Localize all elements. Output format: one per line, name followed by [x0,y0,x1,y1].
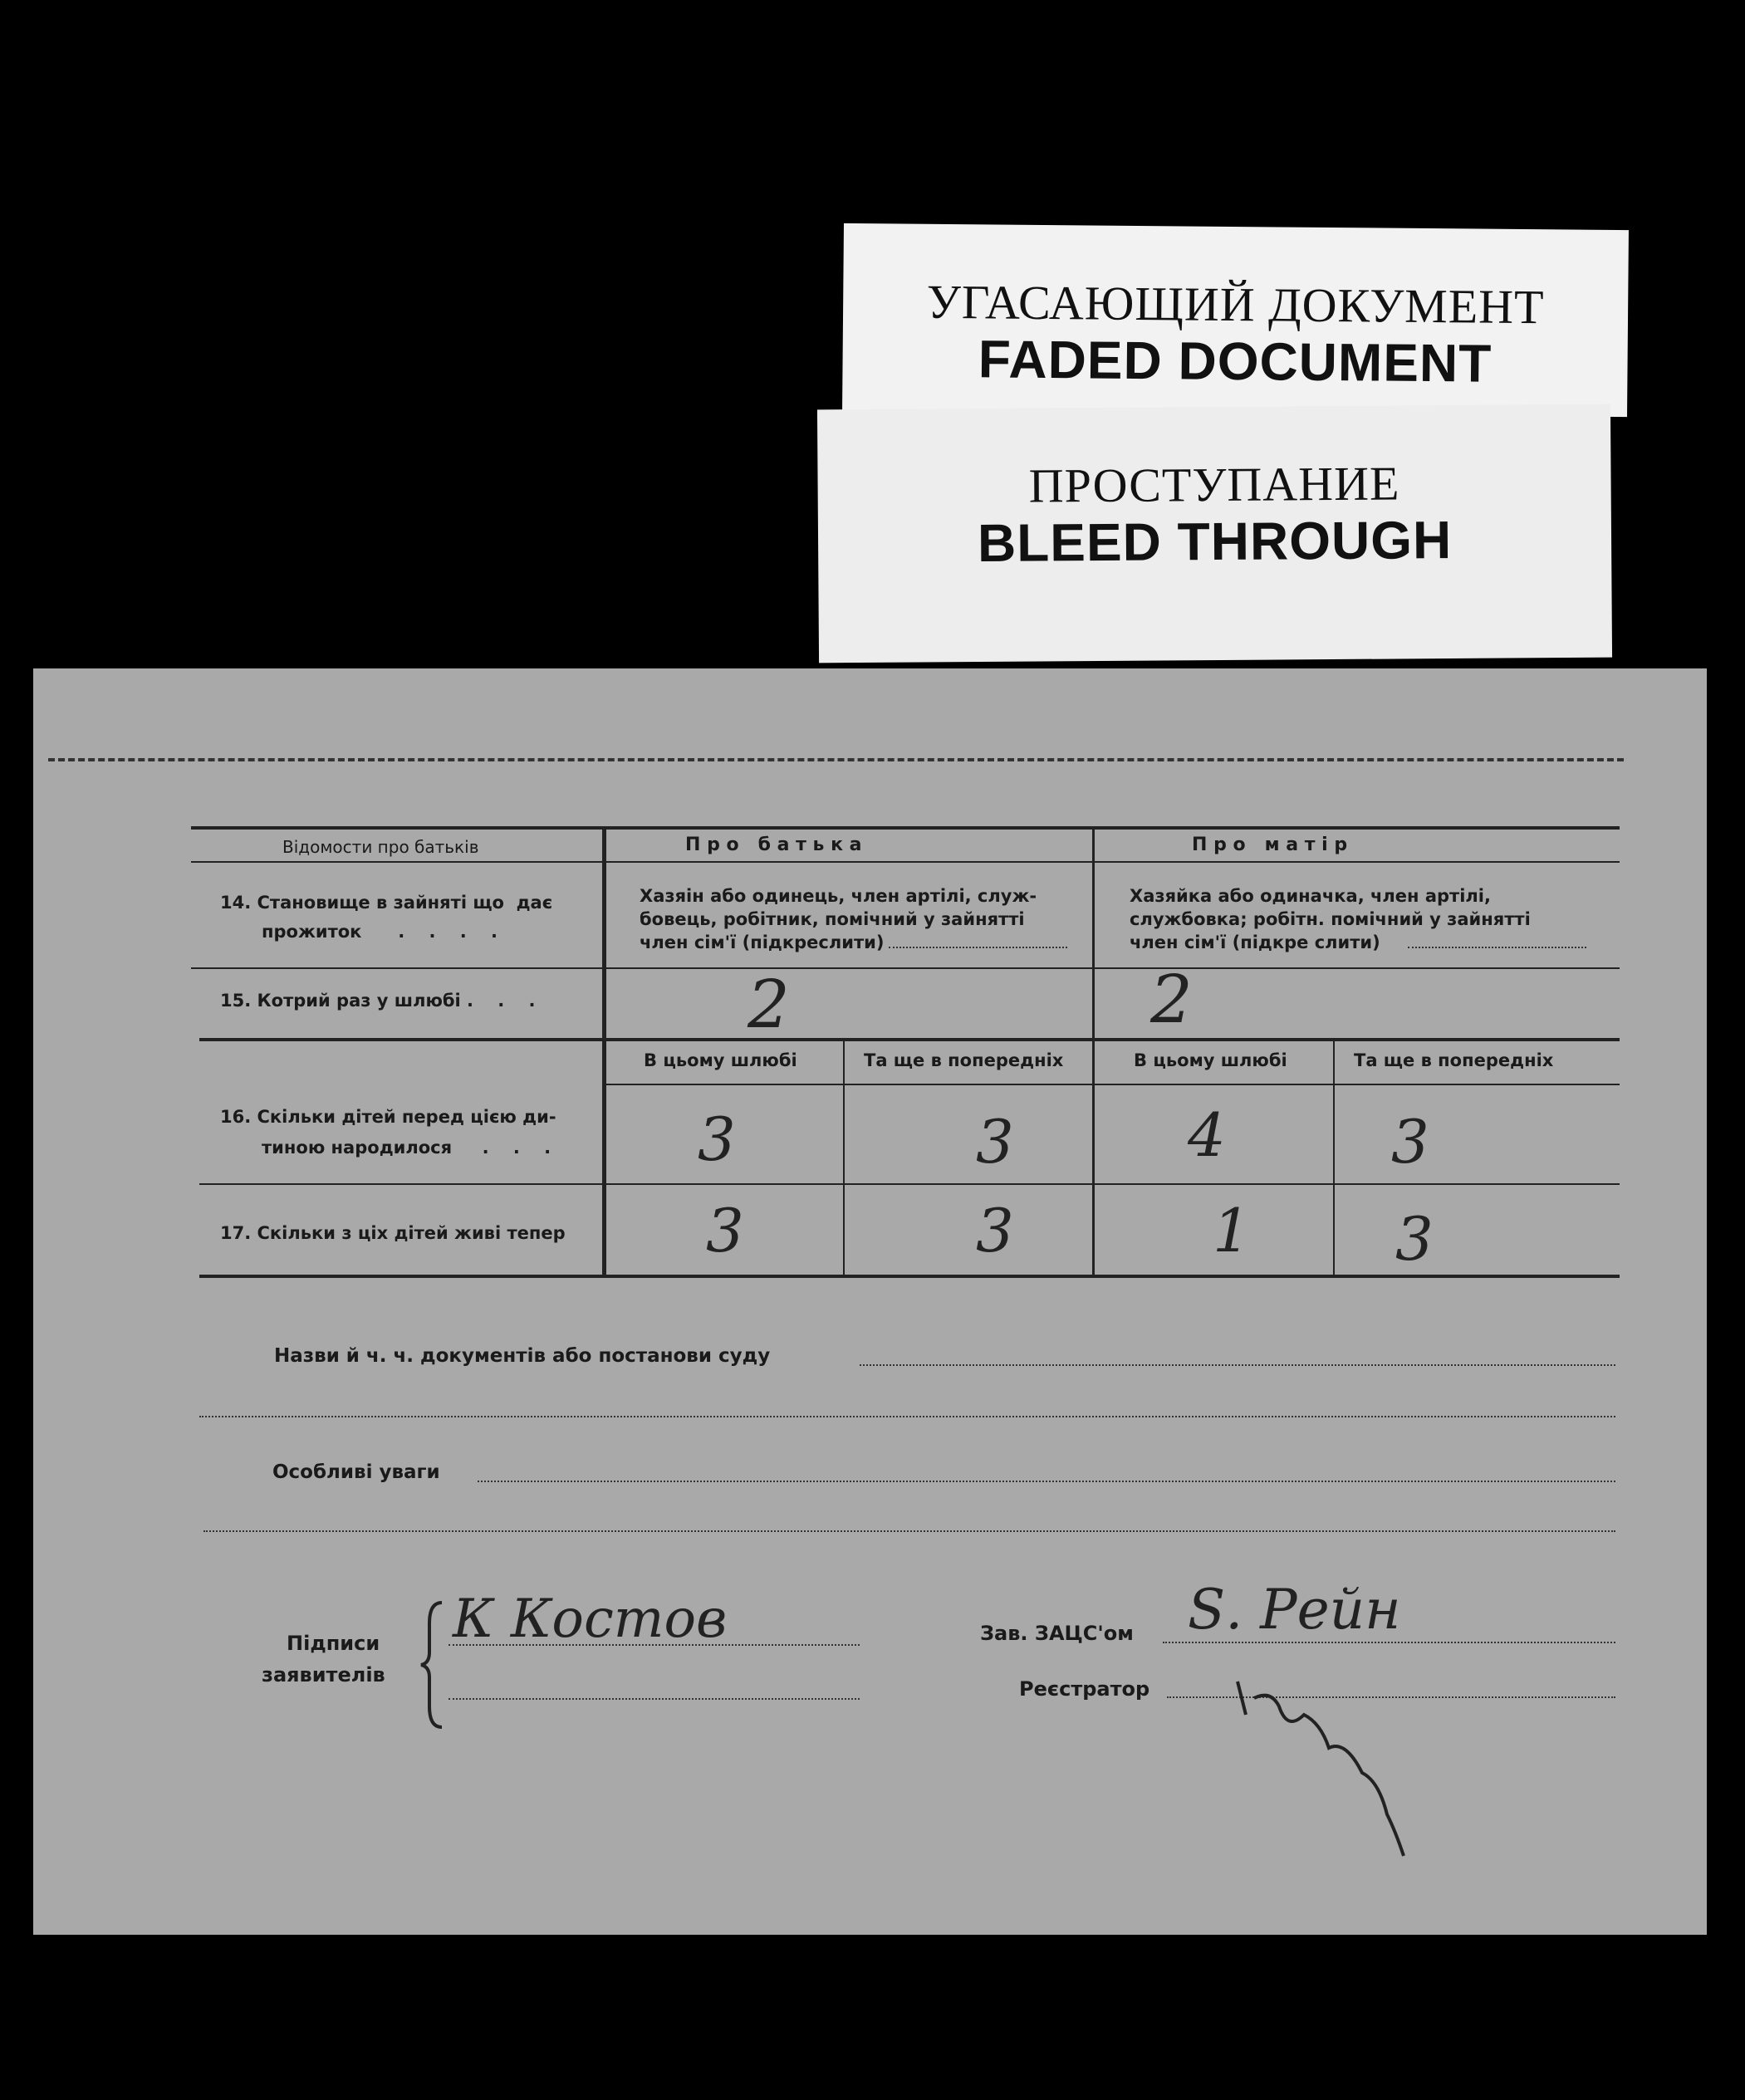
notes-dotline-2 [203,1530,1615,1532]
row15-label: 15. Котрий раз у шлюбі . . . [220,991,536,1011]
faded-label-en: FADED DOCUMENT [978,329,1493,394]
row14-mother-line1: Хазяйка або одиначка, член артілі, [1130,886,1491,906]
perforation-line [48,758,1624,761]
row16-label-line2: тиною народилося . . . [262,1138,551,1158]
row17-father-prev: 3 [976,1196,1014,1265]
bleed-label-en: BLEED THROUGH [977,510,1453,573]
header-about-mother: П р о м а т і р [1192,835,1348,855]
documents-dotline-1 [860,1364,1615,1366]
col-divider-sub-mother [1333,1038,1335,1278]
subheader-mother-this: В цьому шлюбі [1134,1050,1287,1070]
row15-mother-value: 2 [1150,961,1193,1038]
table-header-rule [191,861,1620,863]
col-divider-2 [1092,826,1095,1278]
subheader-father-this: В цьому шлюбі [644,1050,797,1070]
applicant-signature: К Костов [453,1588,728,1650]
applicant-sign-dotline-2 [449,1698,860,1700]
row14-label-line2: прожиток . . . . [262,922,498,942]
signatures-label-line2: заявителів [262,1663,385,1686]
row17-father-this: 3 [706,1196,744,1265]
col-divider-1 [602,826,606,1278]
row16-mother-this: 4 [1188,1100,1226,1170]
row14-mother-line2: службовка; робітн. помічний у зайнятті [1130,909,1531,929]
bleed-label-ru: ПРОСТУПАНИЕ [1028,456,1400,513]
notes-label: Особливі уваги [272,1461,440,1483]
table-bottom-rule [199,1275,1620,1278]
registrar-signature-scribble [1221,1648,1487,1864]
subheader-mother-prev: Та ще в попередніх [1354,1050,1554,1070]
row14-father-dotline [889,947,1067,948]
faded-label-ru: УГАСАЮЩИЙ ДОКУМЕНТ [926,274,1545,335]
bleed-through-label [817,404,1612,663]
subheader-father-prev: Та ще в попередніх [864,1050,1064,1070]
row15-father-value: 2 [748,966,790,1043]
row17-mother-prev: 3 [1395,1204,1434,1274]
header-parents-info: Відомости про батьків [282,837,479,857]
row14-mother-line3: член сім'ї (підкре слити) [1130,933,1380,952]
row16-father-prev: 3 [976,1107,1014,1177]
row16-father-this: 3 [698,1104,736,1174]
row14-mother-dotline [1408,947,1586,948]
row14-father-line1: Хазяін або одинець, член артілі, служ- [640,886,1037,906]
form-paper [33,668,1707,1935]
zags-head-label: Зав. ЗАЦС'ом [980,1622,1134,1645]
row15-rule [199,1038,1620,1041]
row16-label-line1: 16. Скільки дітей перед цією ди- [220,1107,556,1127]
table-top-rule [191,826,1620,830]
subheader-rule [606,1084,1620,1085]
row14-label-line1: 14. Становище в зайняті що дає [220,893,553,913]
zags-head-signature: Ѕ. Рейн [1188,1578,1401,1642]
row16-rule [199,1183,1620,1185]
row17-label: 17. Скільки з ціх дітей живі тепер [220,1223,566,1243]
faded-document-label [842,223,1629,417]
row14-father-line2: бовець, робітник, помічний у зайнятті [640,909,1025,929]
signature-brace [417,1598,450,1731]
signatures-label-line1: Підписи [287,1632,380,1655]
applicant-sign-dotline-1 [449,1644,860,1646]
row17-mother-this: 1 [1213,1196,1251,1265]
row14-rule [191,967,1620,969]
row16-mother-prev: 3 [1391,1107,1429,1177]
documents-label: Назви й ч. ч. документів або постанови суду [274,1345,771,1367]
notes-dotline-1 [478,1481,1615,1482]
documents-dotline-2 [199,1416,1615,1417]
col-divider-sub-father [843,1038,845,1278]
zags-dotline [1163,1642,1615,1643]
row14-father-line3: член сім'ї (підкреслити) [640,933,885,952]
header-about-father: П р о б а т ь к а [685,835,862,855]
registrar-label: Реєстратор [1019,1677,1150,1701]
